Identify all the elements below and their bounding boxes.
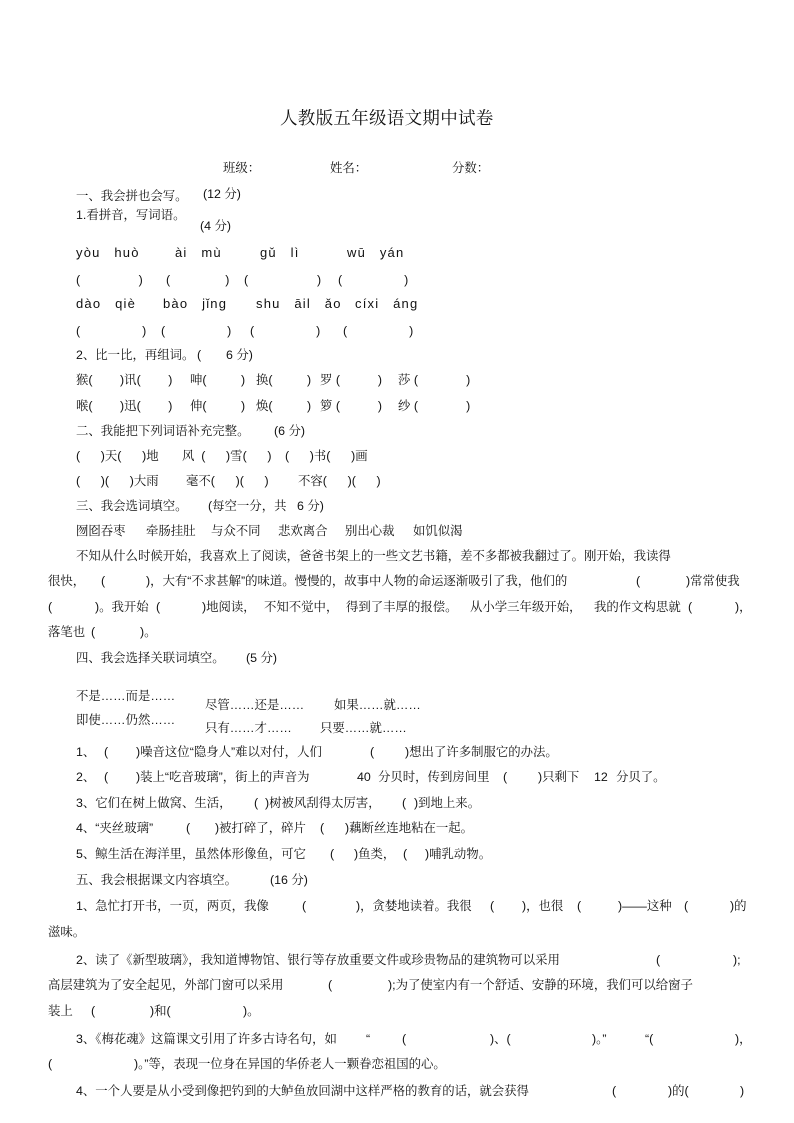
section-heading: 三、我会选词填空。 xyxy=(76,499,188,513)
blank-open-paren: ( xyxy=(91,625,96,639)
question-label: 1.看拼音，写词语。 xyxy=(76,208,186,222)
answer-blank: ( ) xyxy=(338,273,409,287)
question-text: )， xyxy=(735,1032,752,1046)
question-text: )只剩下 xyxy=(538,770,580,784)
page-title: 人教版五年级语文期中试卷 xyxy=(280,108,494,128)
points-label: (6 分) xyxy=(274,424,305,438)
passage-text: )，大有“不求甚解”的味道。慢慢的，故事中人物的命运逐渐吸引了我，他们的 xyxy=(146,574,568,588)
passage-text: 得到了丰厚的报偿。 xyxy=(346,600,458,614)
question-text: );为了使室内有一个舒适、安静的环境，我们可以给窗子 xyxy=(388,978,693,992)
class-label: 班级： xyxy=(223,161,261,175)
pinyin-item: wū yán xyxy=(347,245,405,260)
question-number-value: 40 xyxy=(357,770,371,784)
passage-text: 落笔也 xyxy=(48,625,86,639)
question-text: 3、它们在树上做窝、生活， xyxy=(76,796,232,810)
compare-item: 焕( ) xyxy=(256,399,312,413)
word-bank-item: 囫囵吞枣 xyxy=(76,524,126,538)
question-text: )噪音这位“隐身人”难以对付，人们 xyxy=(136,745,322,759)
name-label: 姓名： xyxy=(330,161,368,175)
pinyin-item: dào qiè xyxy=(76,296,137,311)
word-bank-item: 与众不同 xyxy=(211,524,261,538)
question-number: 1、 xyxy=(76,745,96,759)
points-label: 6 分) xyxy=(226,348,253,362)
points-label: 6 分) xyxy=(297,499,324,513)
question-text: )。” xyxy=(592,1032,607,1046)
idiom-item: 不容( )( ) xyxy=(298,474,381,488)
idiom-item: ( )书( )画 xyxy=(285,449,368,463)
question-text: )。”等，表现一位身在异国的华侨老人一颗眷恋祖国的心。 xyxy=(134,1057,446,1071)
quote-mark: “ xyxy=(366,1032,371,1046)
answer-blank: ( ) xyxy=(161,324,232,338)
blank-open-paren: ( xyxy=(636,574,641,588)
points-label: (4 分) xyxy=(200,219,231,233)
blank-open-paren: ( xyxy=(302,899,307,913)
blank-open-paren: ( xyxy=(91,1004,96,1018)
question-text: )和( xyxy=(150,1004,171,1018)
passage-text: )， xyxy=(735,600,752,614)
word-bank-item: 牵肠挂肚 xyxy=(146,524,196,538)
blank-open-paren: ( xyxy=(48,1057,53,1071)
blank-open-paren: ( xyxy=(403,847,408,861)
question-text: )藕断丝连地粘在一起。 xyxy=(345,821,474,835)
word-bank-item: 别出心裁 xyxy=(345,524,395,538)
question-text: 1、急忙打开书，一页，两页，我像 xyxy=(76,899,269,913)
question-text: )、( xyxy=(490,1032,511,1046)
points-label: (5 分) xyxy=(246,651,277,665)
idiom-item: 风 ( )雪( ) xyxy=(182,449,272,463)
answer-blank: ( ) xyxy=(244,273,322,287)
word-bank-item: 如饥似渴 xyxy=(413,524,463,538)
blank-open-paren: ( xyxy=(402,1032,407,1046)
question-text: ); xyxy=(733,953,741,967)
answer-blank: ( ) xyxy=(166,273,230,287)
question-text: )想出了许多制服它的办法。 xyxy=(405,745,558,759)
blank-open-paren: ( xyxy=(684,899,689,913)
answer-blank: ( ) xyxy=(76,324,147,338)
word-bank-item: 悲欢离合 xyxy=(278,524,328,538)
passage-text: 我的作文构思就 xyxy=(594,600,681,614)
passage-text: 不知不觉中， xyxy=(264,600,339,614)
question-text: 2、读了《新型玻璃》，我知道博物馆、银行等存放重要文件或珍贵物品的建筑物可以采用 xyxy=(76,953,560,967)
blank-open-paren: ( xyxy=(612,1084,617,1098)
blank-open-paren: ( xyxy=(656,953,661,967)
compare-item: 箩 ( ) xyxy=(320,399,382,413)
blank-open-paren: ( xyxy=(503,770,508,784)
question-text: ) xyxy=(740,1084,745,1098)
conjunction-option: 如果……就…… xyxy=(334,698,421,712)
blank-open-paren: ( xyxy=(402,796,407,810)
passage-text: )地阅读， xyxy=(202,600,256,614)
conjunction-option: 即使……仍然…… xyxy=(76,713,176,727)
compare-item: 罗 ( ) xyxy=(320,373,382,387)
question-text: 3、《梅花魂》这篇课文引用了许多古诗名句，如 xyxy=(76,1032,337,1046)
blank-open-paren: ( xyxy=(577,899,582,913)
compare-item: 莎 ( ) xyxy=(398,373,471,387)
question-text: )装上“吃音玻璃”，街上的声音为 xyxy=(136,770,310,784)
question-text: )的( xyxy=(668,1084,689,1098)
question-number-value: 12 xyxy=(594,770,608,784)
blank-open-paren: ( xyxy=(104,745,109,759)
question-text: 滋味。 xyxy=(48,925,86,939)
blank-open-paren: ( xyxy=(688,600,693,614)
conjunction-option: 尽管……还是…… xyxy=(205,698,305,712)
question-text: )到地上来。 xyxy=(414,796,481,810)
compare-item: 猴( )讯( ) xyxy=(76,373,173,387)
blank-open-paren: ( xyxy=(320,821,325,835)
blank-open-paren: ( xyxy=(104,770,109,784)
question-text: )鱼类， xyxy=(354,847,396,861)
pinyin-item: shu āil ǎo xyxy=(256,296,342,311)
answer-blank: ( ) xyxy=(250,324,321,338)
passage-text: )常常使我 xyxy=(686,574,740,588)
idiom-item: ( )( )大雨 xyxy=(76,474,159,488)
blank-open-paren: ( xyxy=(48,600,53,614)
compare-item: 喉( )迅( ) xyxy=(76,399,173,413)
section-heading: 四、我会选择关联词填空。 xyxy=(76,651,225,665)
compare-item: 换( ) xyxy=(256,373,312,387)
pinyin-item: bào jǐng xyxy=(163,296,228,311)
section-heading: 二、我能把下列词语补充完整。 xyxy=(76,424,250,438)
idiom-item: ( )天( )地 xyxy=(76,449,159,463)
blank-open-paren: ( xyxy=(490,899,495,913)
passage-text: )。我开始 xyxy=(95,600,149,614)
question-label: 2、比一比，再组词。 xyxy=(76,348,195,362)
conjunction-option: 不是……而是…… xyxy=(76,689,176,703)
question-text: 5、鲸生活在海洋里，虽然体形像鱼，可它 xyxy=(76,847,306,861)
answer-blank: ( ) xyxy=(343,324,414,338)
passage-text: 很快， xyxy=(48,574,86,588)
blank-open-paren: ( xyxy=(370,745,375,759)
question-text: 4、一个人要是从小受到像把钓到的大鲈鱼放回湖中这样严格的教育的话，就会获得 xyxy=(76,1084,529,1098)
points-open-paren: ( xyxy=(197,348,202,362)
pinyin-item: cíxi áng xyxy=(355,296,419,311)
score-label: 分数： xyxy=(452,161,490,175)
section-heading: 五、我会根据课文内容填空。 xyxy=(76,873,238,887)
compare-item: 呻( ) xyxy=(190,373,246,387)
points-label: (12 分) xyxy=(203,187,241,201)
question-text: 分贝时，传到房间里 xyxy=(378,770,490,784)
points-label: (每空一分，共 xyxy=(208,499,287,513)
question-text: “( xyxy=(645,1032,654,1046)
question-text: 装上 xyxy=(48,1004,73,1018)
blank-open-paren: ( xyxy=(186,821,191,835)
section-heading: 一、我会拼也会写。 xyxy=(76,189,188,203)
pinyin-item: ài mù xyxy=(175,245,222,260)
conjunction-option: 只要……就…… xyxy=(320,721,407,735)
blank-open-paren: ( xyxy=(330,847,335,861)
blank-open-paren: ( xyxy=(254,796,259,810)
question-text: 分贝了。 xyxy=(616,770,666,784)
question-text: )——这种 xyxy=(618,899,672,913)
answer-blank: ( ) xyxy=(76,273,143,287)
question-text: )，贪婪地读着。我很 xyxy=(356,899,472,913)
blank-open-paren: ( xyxy=(156,600,161,614)
question-text: )被打碎了，碎片 xyxy=(215,821,306,835)
question-text: 高层建筑为了安全起见，外部门窗可以采用 xyxy=(48,978,284,992)
question-text: )。 xyxy=(243,1004,260,1018)
question-text: )的 xyxy=(730,899,747,913)
blank-open-paren: ( xyxy=(328,978,333,992)
question-number: 2、 xyxy=(76,770,96,784)
question-text: )树被风刮得太厉害， xyxy=(265,796,381,810)
question-text: )，也很 xyxy=(522,899,564,913)
blank-open-paren: ( xyxy=(101,574,106,588)
passage-text: 不知从什么时候开始，我喜欢上了阅读，爸爸书架上的一些文艺书籍，差不多都被我翻过了。刚开始，我读得 xyxy=(76,549,671,563)
pinyin-item: yòu huò xyxy=(76,245,140,260)
compare-item: 纱 ( ) xyxy=(398,399,471,413)
idiom-item: 毫不( )( ) xyxy=(186,474,269,488)
points-label: (16 分) xyxy=(270,873,308,887)
question-text: )哺乳动物。 xyxy=(425,847,492,861)
passage-text: 从小学三年级开始， xyxy=(470,600,582,614)
passage-text: )。 xyxy=(140,625,157,639)
question-text: 4、“夹丝玻璃” xyxy=(76,821,154,835)
compare-item: 伸( ) xyxy=(190,399,246,413)
pinyin-item: gǔ lì xyxy=(260,245,300,260)
conjunction-option: 只有……才…… xyxy=(205,721,292,735)
